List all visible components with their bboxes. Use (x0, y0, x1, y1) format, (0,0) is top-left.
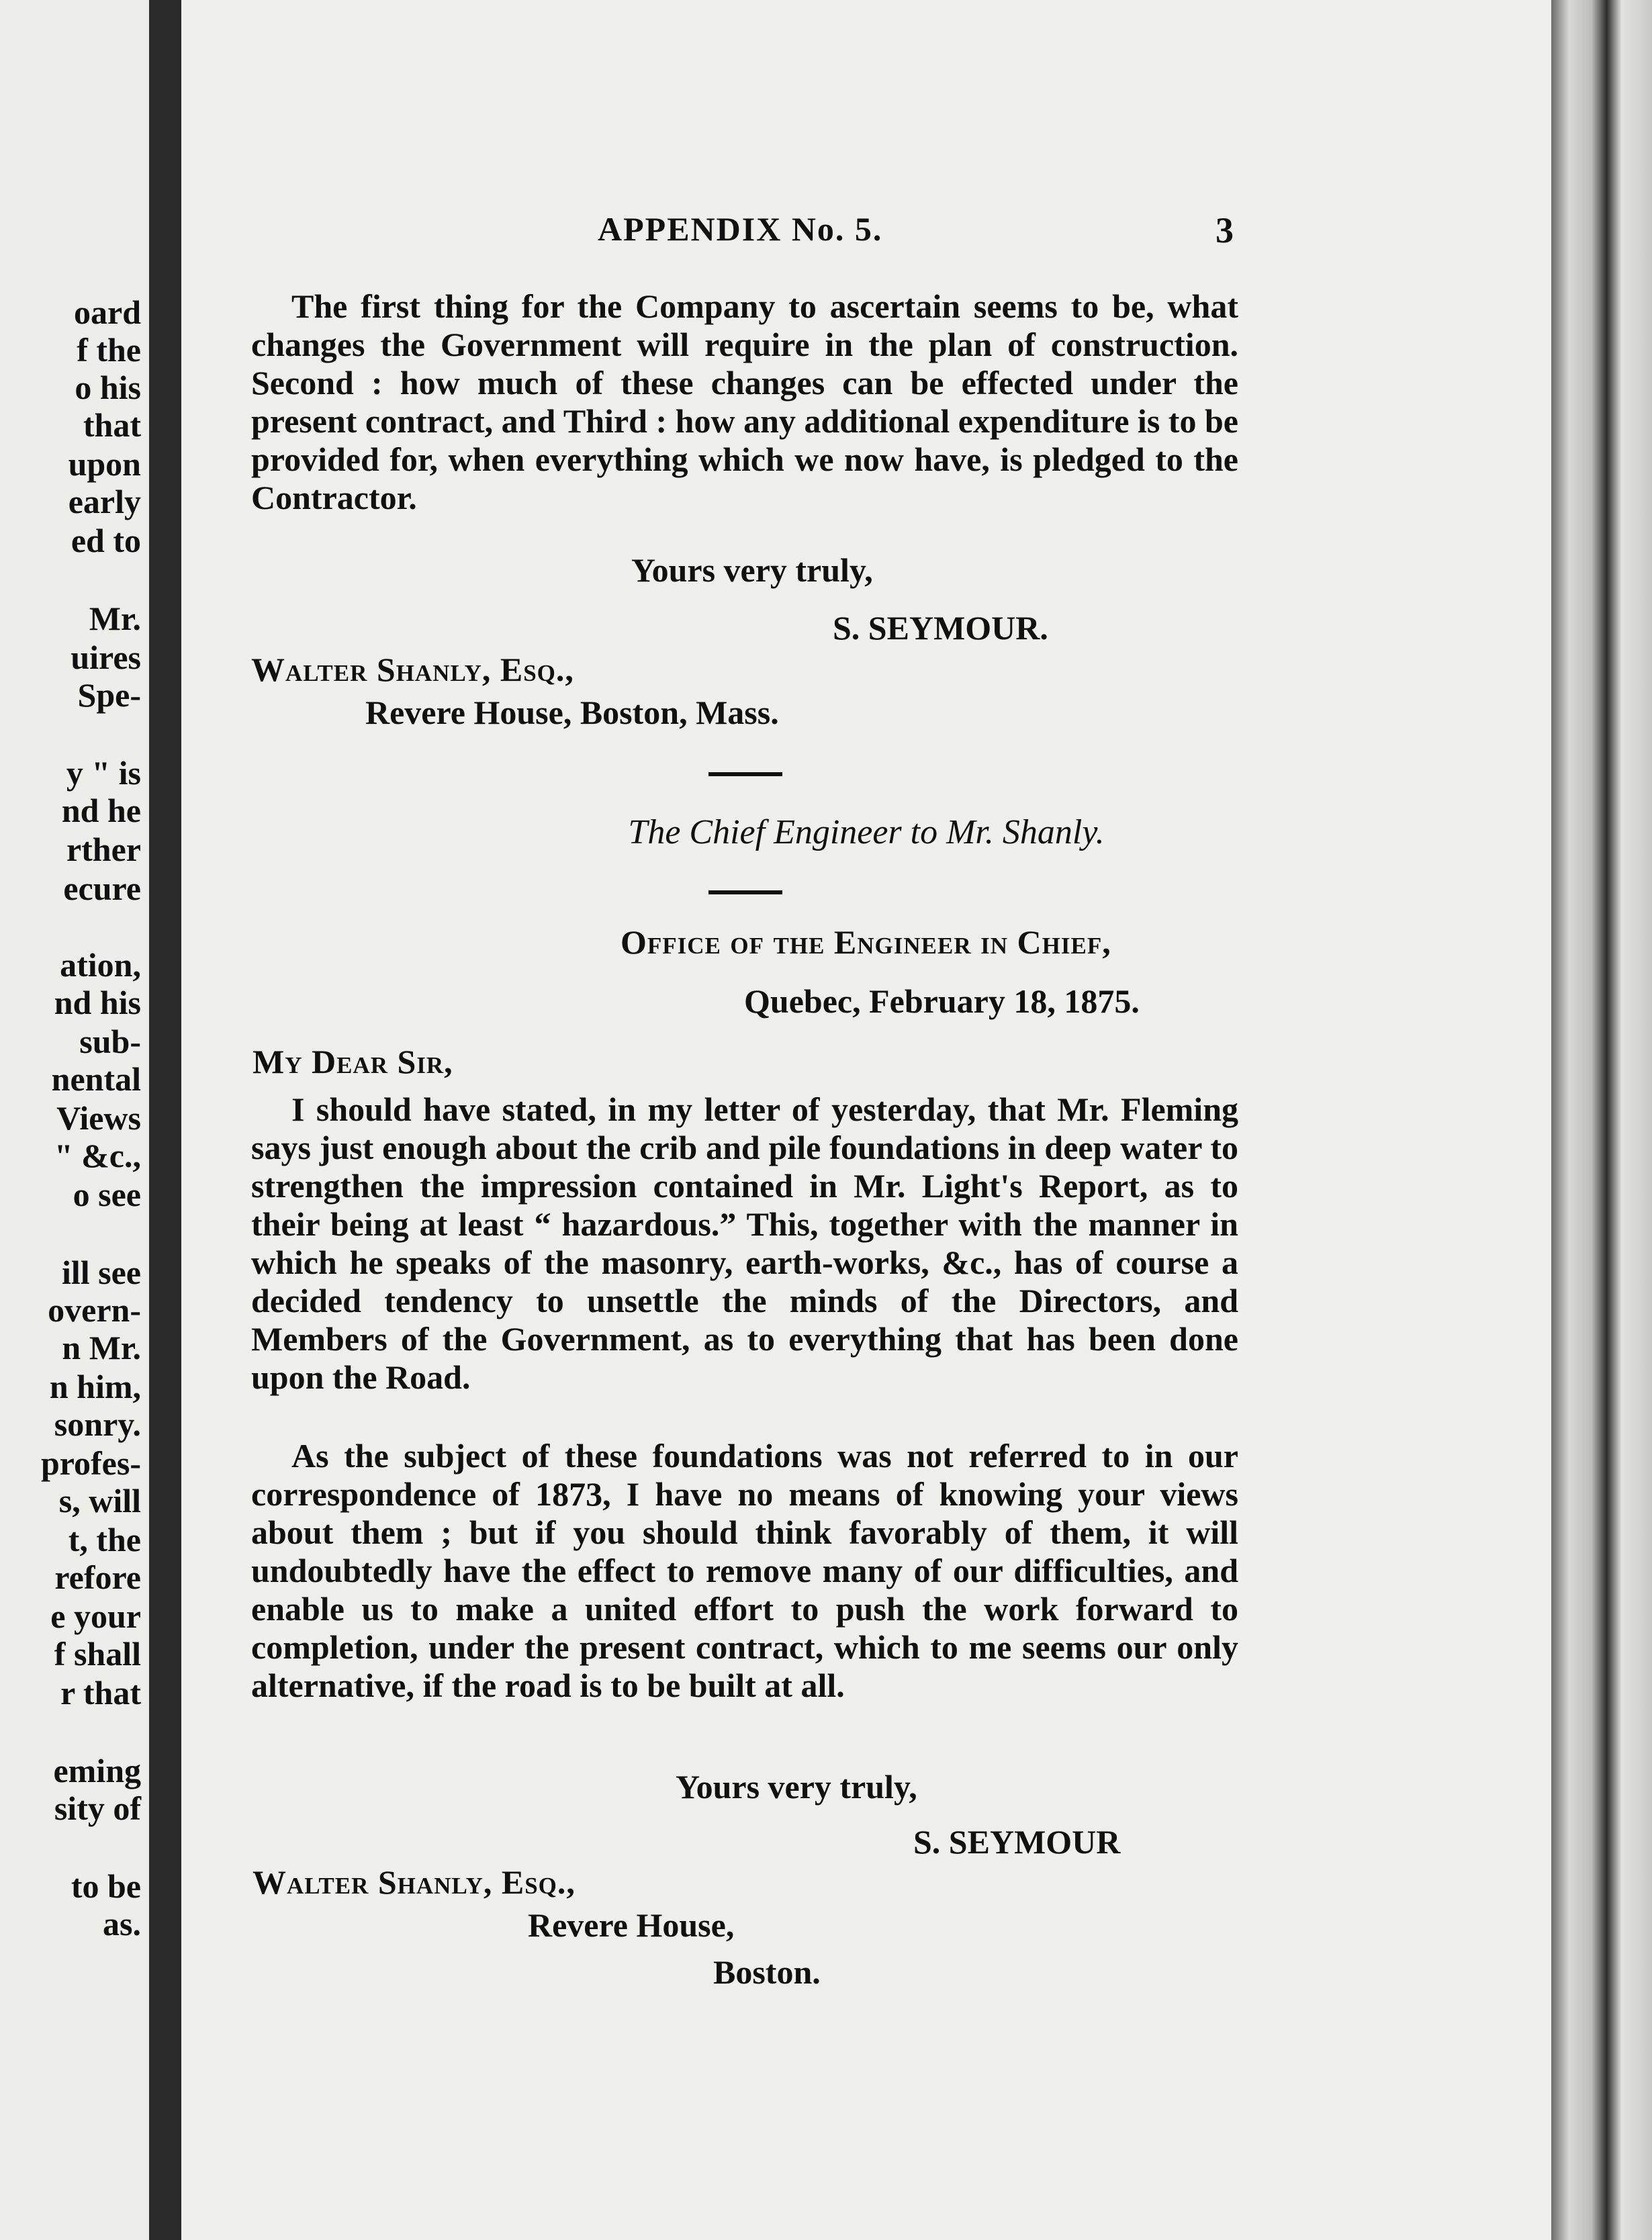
facing-page-line: y " is (66, 754, 141, 792)
facing-page-line: early (68, 483, 141, 520)
facing-page-line: sub- (79, 1023, 141, 1060)
facing-page-line: oard (74, 293, 141, 331)
facing-page-line: nental (51, 1060, 141, 1098)
facing-page-line: r that (60, 1674, 141, 1712)
facing-page-fragment (0, 0, 149, 2240)
facing-page-line: ation, (60, 946, 141, 984)
letter2-paragraph-2: As the subject of these foundations was not referred to in our correspondence of 1873, I have no means of knowing your views about them ; but if you should think favorably of them, it will undoubtedly have the effect to remove many of our difficulties, and enable us to make a united effort to push the work forward to completion, under the present contract, which to me seems our only alternative, if the road is to be built at all. (251, 1437, 1238, 1704)
facing-page-line: as. (103, 1905, 141, 1943)
letter2-signature: S. SEYMOUR (913, 1823, 1121, 1861)
facing-page-line: f shall (54, 1635, 141, 1673)
letter2-salutation: My Dear Sir, (253, 1043, 453, 1080)
facing-page-line: o see (73, 1176, 141, 1213)
letter2-addressee-line2: Boston. (713, 1953, 821, 1991)
facing-page-line: to be (71, 1867, 141, 1905)
divider-rule (708, 772, 782, 776)
letter2-addressee-name: Walter Shanly, Esq., (253, 1863, 576, 1901)
facing-page-line: ed to (71, 522, 141, 559)
page-number: 3 (1215, 210, 1234, 250)
facing-page-line: refore (54, 1558, 141, 1596)
page-edge (1551, 0, 1652, 2240)
facing-page-line: Spe- (77, 676, 141, 714)
letter2-place-date: Quebec, February 18, 1875. (744, 982, 1140, 1020)
section-heading: The Chief Engineer to Mr. Shanly. (628, 813, 1105, 851)
facing-page-line: sity of (54, 1789, 141, 1827)
facing-page-line: Views (56, 1099, 141, 1137)
facing-page-line: sonry. (54, 1405, 141, 1443)
facing-page-line: that (83, 406, 141, 444)
facing-page-line: eming (53, 1752, 141, 1789)
facing-page-line: " &c., (54, 1137, 141, 1174)
facing-page-line: uires (71, 639, 141, 676)
book-gutter (149, 0, 181, 2240)
letter2-closing: Yours very truly, (676, 1768, 917, 1806)
facing-page-line: profes- (40, 1444, 141, 1482)
facing-page-line: f the (77, 331, 141, 369)
divider-rule (708, 890, 782, 894)
facing-page-line: rther (66, 831, 141, 868)
letter1-addressee-address: Revere House, Boston, Mass. (365, 694, 779, 731)
letter1-signature: S. SEYMOUR. (833, 609, 1048, 647)
facing-page-line: e your (50, 1597, 141, 1635)
letter1-paragraph: The first thing for the Company to ascertain seems to be, what changes the Government will require in the plan of construction. Second : how much of these changes can be effected under the present contract, and Third : how any additional expenditure is to be provided for, when everything which we now have, is pledged to the Contractor. (251, 287, 1238, 516)
running-header (181, 209, 1551, 250)
letter1-closing: Yours very truly, (631, 551, 873, 589)
facing-page-line: nd he (61, 792, 141, 829)
letter2-office: Office of the Engineer in Chief, (621, 923, 1111, 961)
letter2-addressee-line1: Revere House, (528, 1906, 735, 1944)
facing-page-line: overn- (48, 1291, 141, 1329)
facing-page-line: t, the (68, 1521, 141, 1558)
facing-page-line: upon (68, 445, 141, 483)
facing-page-line: o his (75, 369, 141, 406)
letter1-addressee-name: Walter Shanly, Esq., (251, 651, 574, 688)
facing-page-line: ill see (61, 1254, 141, 1291)
facing-page-line: s, will (58, 1482, 141, 1520)
facing-page-line: nd his (54, 984, 141, 1021)
letter2-paragraph-1: I should have stated, in my letter of yesterday, that Mr. Fleming says just enough about the crib and pile foundations in deep water to strengthen the impression contained in Mr. Light's Report, as to their being at least “ hazardous.” This, together with the manner in which he speaks of the masonry, earth-works, &c., has of course a decided tendency to unsettle the minds of the Directors, and Members of the Government, as to everything that has been done upon the Road. (251, 1090, 1238, 1396)
facing-page-line: ecure (63, 870, 141, 907)
running-title: APPENDIX No. 5. (598, 210, 883, 248)
facing-page-line: n Mr. (62, 1329, 141, 1366)
document-page (181, 0, 1551, 2240)
facing-page-line: n him, (49, 1368, 141, 1405)
facing-page-line: Mr. (89, 600, 141, 637)
